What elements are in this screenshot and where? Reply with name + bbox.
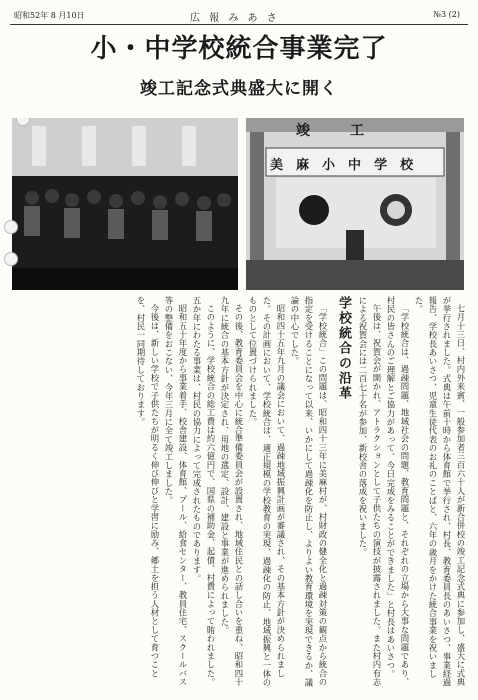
sign-char: 小 [322, 158, 349, 173]
header-rule [10, 24, 468, 25]
header-issue: №3 (2) [433, 10, 460, 19]
header-date: 昭和52年 8 月10日 [14, 11, 85, 20]
article-paragraph: 午後は、祝賀会が開かれ、アトラクションとして子供たちの演技が披露されました。また村内有志による祝賀会には二百七十名が参加、新校舎の落成を祝いました。 [358, 296, 382, 687]
article-paragraph: 昭和五十年度から事業着手、校舎建設、体育館、プール、給食センター、教員住宅、スクールバス等の整備をおこない、今年三月に全て竣工しました。 [164, 296, 188, 687]
article-paragraph: 七月十三日、村内外来賓、一般参加者三百六十人が新合併校の竣工記念式典に参加し、盛大に式典が挙行されました。式典は午前十時から体育館で挙行され、村長、教育委員長のあいさつ、事業経過報告、学校長あいさつ、児童生徒代表のお礼のことばと、六年の歳月をかけた統合事業を祝いました。 [414, 296, 466, 688]
article-paragraph: その後、教育委員会を中心に統合準備委員会が設置され、地域住民との話し合いを重ね、昭和四十九年に統合の基本方針が決定され、用地の選定、設計、建設と事業が進められました。 [220, 296, 244, 687]
header-title: 広 報 み あ さ [190, 13, 280, 24]
article-paragraph: 「学校統合」この問題は、昭和四十三年に美麻村が、村財政の健全化と過疎対策の観点から統合の指定を受けることになって以来、いかにして過疎化を防止し、よりよい教育環境を実現できるか、議論の中心でした。 [290, 296, 328, 688]
binder-hole-icon [4, 220, 18, 234]
sign-top-char: 竣 [296, 123, 350, 139]
sign-char: 麻 [296, 158, 323, 173]
subheadline: 竣工記念式典盛大に開く [140, 79, 338, 99]
section-title: 学校統合の沿革 [336, 296, 351, 401]
binder-hole-icon [4, 252, 18, 266]
sign-char: 校 [400, 158, 427, 173]
article-paragraph: このように、学校統合の総工費は約六億円で、国県の補助金、起債、村費によって賄われました。五か年にわたる事業は、村民の協力によって完成されたものであります。 [192, 296, 216, 687]
article-paragraph: 今後は、新しい学校で子供たちが明るく伸び伸びと学習に励み、郷土を担う人材として育つことを、村民一同期待しております。 [136, 296, 160, 679]
photo-ceremony-stage [246, 118, 464, 290]
headline: 小・中学校統合事業完了 [90, 34, 388, 64]
audience-illustration [12, 118, 238, 290]
article-body [8, 296, 468, 691]
article-paragraph: 昭和四十五年九月の議会において、過疎地域振興計画が審議され、その基本方針が決められました。その計画において、学校統合は、適正規模の学校教育の実現、過疎化の防止、地域振興と一体のものとして位置づけられました。 [248, 296, 286, 688]
sign-char: 学 [374, 158, 401, 173]
article-paragraph: 「学校統合は、過疎問題、地域社会の問題、教育問題と、それぞれの立場から大事な問題であり、村民の皆さんのご理解とご協力があって、今日完成をみることができました」と村長はあいさつ。 [386, 296, 410, 687]
stage-illustration [246, 118, 464, 290]
page-header [0, 0, 478, 28]
sign-school-name [270, 154, 426, 173]
sign-char: 中 [348, 158, 375, 173]
photo-ceremony-audience [12, 118, 238, 290]
sign-top-char: 工 [350, 123, 404, 139]
sign-top [296, 120, 404, 140]
sign-char: 美 [270, 158, 297, 173]
